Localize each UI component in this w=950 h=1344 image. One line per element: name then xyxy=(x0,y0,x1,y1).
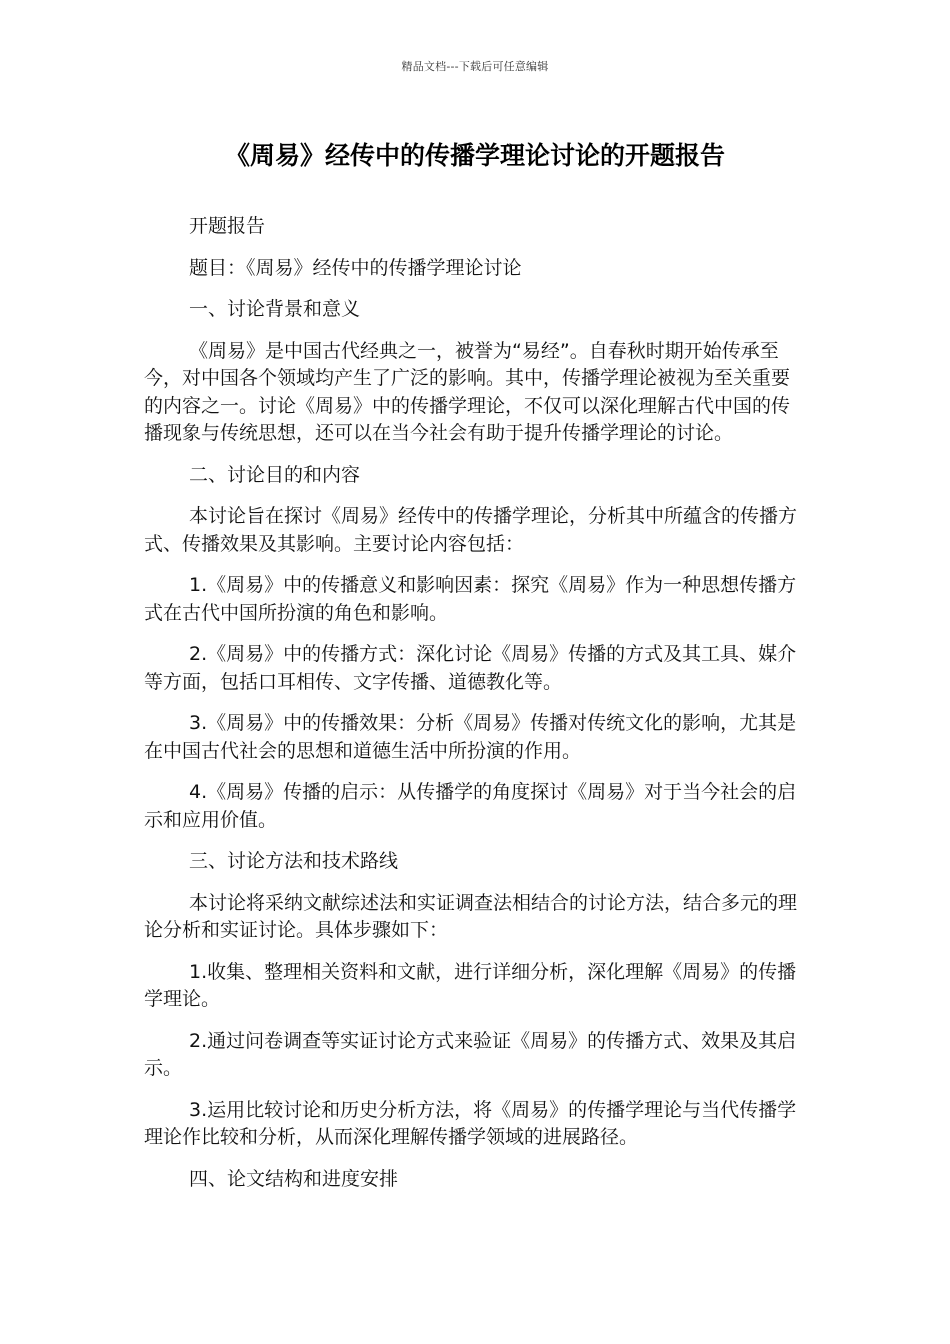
paragraph-purpose: 本讨论旨在探讨《周易》经传中的传播学理论，分析其中所蕴含的传播方式、传播效果及其影响。主要讨论内容包括： xyxy=(144,505,798,555)
paragraph-method: 本讨论将采纳文献综述法和实证调查法相结合的讨论方法，结合多元的理论分析和实证讨论。具体步骤如下： xyxy=(144,891,798,941)
list-item-step-3: 3.运用比较讨论和历史分析方法，将《周易》的传播学理论与当代传播学理论作比较和分析，从而深化理解传播学领域的进展路径。 xyxy=(144,1098,797,1148)
list-item-step-2: 2.通过问卷调查等实证讨论方式来验证《周易》的传播方式、效果及其启示。 xyxy=(144,1029,797,1079)
section-heading-method: 三、讨论方法和技术路线 xyxy=(189,850,399,872)
list-item-content-3: 3.《周易》中的传播效果：分析《周易》传播对传统文化的影响，尤其是在中国古代社会的思想和道德生活中所扮演的作用。 xyxy=(144,712,797,762)
paragraph-background: 《周易》是中国古代经典之一，被誉为“易经”。自春秋时期开始传承至今，对中国各个领域均产生了广泛的影响。其中，传播学理论被视为至关重要的内容之一。讨论《周易》中的传播学理论，不仅可以深化理解古代中国的传播现象与传统思想，还可以在当今社会有助于提升传播学理论的讨论。 xyxy=(144,339,791,444)
section-heading-structure: 四、论文结构和进度安排 xyxy=(189,1167,399,1190)
topic-line: 题目：《周易》经传中的传播学理论讨论 xyxy=(189,256,522,279)
list-item-content-4: 4.《周易》传播的启示：从传播学的角度探讨《周易》对于当今社会的启示和应用价值。 xyxy=(144,781,797,831)
list-item-content-2: 2.《周易》中的传播方式：深化讨论《周易》传播的方式及其工具、媒介等方面，包括口耳相传、文字传播、道德教化等。 xyxy=(144,643,797,693)
list-item-content-1: 1.《周易》中的传播意义和影响因素：探究《周易》作为一种思想传播方式在古代中国所扮演的角色和影响。 xyxy=(144,574,797,624)
section-heading-background: 一、讨论背景和意义 xyxy=(189,298,361,320)
document-body xyxy=(144,213,799,1207)
document-title: 《周易》经传中的传播学理论讨论的开题报告 xyxy=(224,141,725,170)
section-heading-purpose: 二、讨论目的和内容 xyxy=(189,463,361,486)
list-item-step-1: 1.收集、整理相关资料和文献，进行详细分析，深化理解《周易》的传播学理论。 xyxy=(144,960,797,1010)
page-header-watermark: 精品文档---下载后可任意编辑 xyxy=(401,60,549,73)
report-label: 开题报告 xyxy=(189,215,266,237)
